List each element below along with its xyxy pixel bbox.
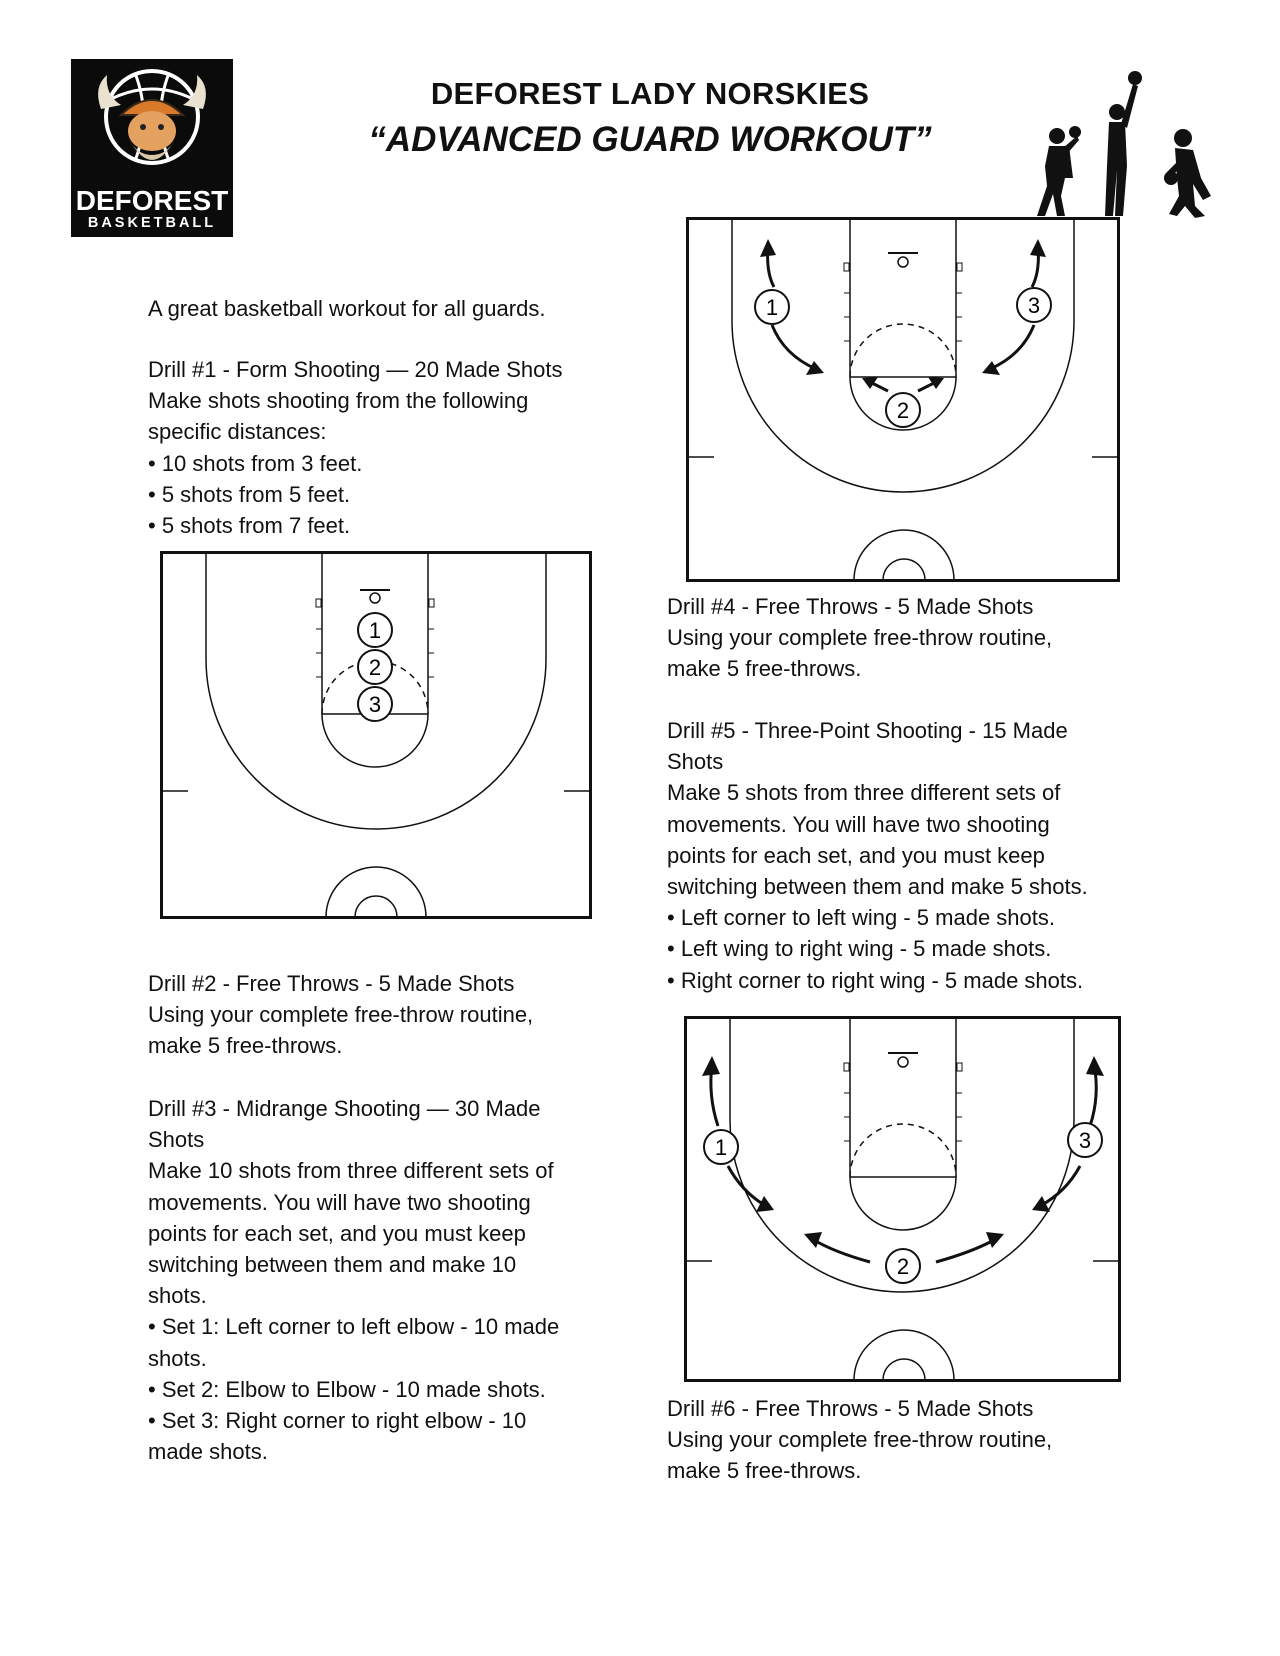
drill-6-desc-line: Using your complete free-throw routine, [667, 1427, 1053, 1453]
drill-6-desc-line: make 5 free-throws. [667, 1458, 862, 1484]
drill-3-item: • Set 2: Elbow to Elbow - 10 made shots. [148, 1376, 546, 1402]
drill-5-item: • Left wing to right wing - 5 made shots. [667, 936, 1052, 962]
spot-label: 1 [714, 1135, 728, 1160]
drill-3-item: • Set 3: Right corner to right elbow - 10 [148, 1408, 527, 1434]
spot-label: 3 [368, 692, 382, 717]
drill-3-title: Drill #3 - Midrange Shooting — 30 Made [148, 1096, 541, 1121]
drill-4-section [667, 591, 1137, 685]
drill-4-desc-line: make 5 free-throws. [667, 656, 862, 682]
spot-marker [358, 613, 392, 647]
player-silhouettes-icon [1035, 66, 1220, 221]
spot-marker [358, 687, 392, 721]
spot-label: 2 [896, 398, 910, 423]
drill-5-item: • Left corner to left wing - 5 made shots. [667, 905, 1055, 931]
drill-5-desc-line: points for each set, and you must keep [667, 842, 1045, 868]
form-shooting-diagram [160, 551, 592, 919]
spot-marker [358, 650, 392, 684]
page-subtitle: “ADVANCED GUARD WORKOUT” [368, 120, 932, 159]
spot-marker [1068, 1123, 1102, 1157]
intro-text: A great basketball workout for all guards. [148, 296, 546, 321]
spot-label: 1 [368, 618, 382, 643]
drill-1-title: Drill #1 - Form Shooting — 20 Made Shots [148, 357, 563, 382]
drill-2-desc-line: make 5 free-throws. [148, 1033, 343, 1059]
logo-word-deforest: DEFOREST [75, 185, 229, 216]
spot-label: 2 [896, 1254, 910, 1279]
drill-3-item: made shots. [148, 1439, 268, 1465]
spot-label: 1 [765, 295, 779, 320]
spot-marker [886, 1249, 920, 1283]
drill-3-desc-line: movements. You will have two shooting [148, 1189, 531, 1215]
drill-4-title: Drill #4 - Free Throws - 5 Made Shots [667, 594, 1034, 619]
drill-1-item: • 5 shots from 5 feet. [148, 481, 351, 507]
drill-4-desc-line: Using your complete free-throw routine, [667, 625, 1053, 651]
drill-3-desc-line: switching between them and make 10 [148, 1252, 517, 1278]
drill-5-desc-line: movements. You will have two shooting [667, 811, 1050, 837]
drill-5-desc-line: switching between them and make 5 shots. [667, 874, 1088, 900]
drill-5-desc-line: Make 5 shots from three different sets of [667, 780, 1061, 806]
viking-basketball-icon [71, 59, 233, 189]
three-point-diagram [684, 1016, 1121, 1382]
drill-3-item: • Set 1: Left corner to left elbow - 10 made [148, 1314, 560, 1340]
drill-3-desc-line: points for each set, and you must keep [148, 1220, 526, 1246]
drill-6-title: Drill #6 - Free Throws - 5 Made Shots [667, 1396, 1034, 1421]
drill-5-title: Shots [667, 749, 724, 775]
drill-1-desc-line: Make shots shooting from the following [148, 388, 529, 414]
spot-marker [704, 1130, 738, 1164]
drill-1-item: • 5 shots from 7 feet. [148, 513, 351, 539]
drill-3-section [148, 1093, 628, 1467]
spot-marker [1017, 288, 1051, 322]
drill-2-title: Drill #2 - Free Throws - 5 Made Shots [148, 971, 515, 996]
spot-label: 3 [1027, 293, 1041, 318]
spot-marker [886, 393, 920, 427]
midrange-diagram [686, 217, 1120, 582]
drill-1-section [148, 354, 628, 541]
drill-5-item: • Right corner to right wing - 5 made shots. [667, 967, 1084, 993]
drill-5-title: Drill #5 - Three-Point Shooting - 15 Made [667, 718, 1068, 743]
page-title: DEFOREST LADY NORSKIES [430, 76, 870, 111]
drill-3-desc-line: shots. [148, 1283, 207, 1309]
drill-3-title: Shots [148, 1127, 205, 1153]
spot-marker [755, 290, 789, 324]
spot-label: 3 [1078, 1128, 1092, 1153]
drill-1-desc-line: specific distances: [148, 419, 327, 445]
drill-6-section [667, 1393, 1137, 1487]
drill-3-desc-line: Make 10 shots from three different sets of [148, 1158, 554, 1184]
deforest-logo [71, 59, 233, 237]
logo-word-basketball: BASKETBALL [87, 215, 217, 231]
spot-label: 2 [368, 655, 382, 680]
drill-3-item: shots. [148, 1345, 207, 1371]
drill-2-section [148, 968, 618, 1062]
drill-2-desc-line: Using your complete free-throw routine, [148, 1002, 534, 1028]
drill-1-item: • 10 shots from 3 feet. [148, 450, 363, 476]
drill-5-section [667, 715, 1147, 996]
